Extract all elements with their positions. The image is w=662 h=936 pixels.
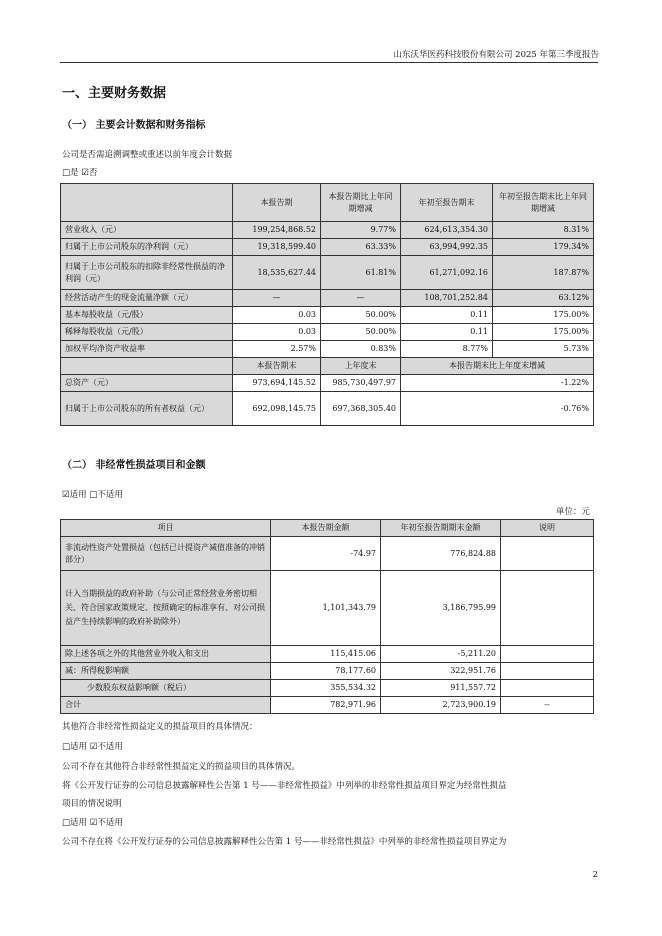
- header-cell: 项目: [61, 520, 271, 537]
- cell: -1.22%: [401, 375, 594, 392]
- applicable-status: ☑适用 □不适用: [62, 490, 123, 500]
- header-cell: 上年度末: [321, 358, 401, 375]
- table-row: [61, 324, 594, 341]
- cell: 19,318,599.40: [233, 239, 321, 256]
- cell: 1,101,343.79: [271, 571, 381, 646]
- table-row: [61, 256, 594, 290]
- subsection-title-1: （一） 主要会计数据和财务指标: [62, 120, 206, 131]
- cell: 63.12%: [493, 290, 594, 307]
- running-header: 山东沃华医药科技股份有限公司 2025 年第三季度报告: [393, 50, 599, 60]
- row-label: 非流动性资产处置损益（包括已计提资产减值准备的冲销部分）: [61, 537, 271, 571]
- row-label: 归属于上市公司股东的所有者权益（元）: [61, 392, 233, 426]
- cell: 355,534.32: [271, 680, 381, 697]
- cell: [501, 663, 594, 680]
- table-header-row: [61, 184, 594, 222]
- row-label: 稀释每股收益（元/股）: [61, 324, 233, 341]
- row-label: 合计: [61, 697, 271, 714]
- table-row: [61, 392, 594, 426]
- note-reclassify-cont: 项目的情况说明: [62, 799, 122, 809]
- table-row: [61, 222, 594, 239]
- cell: 61.81%: [321, 256, 401, 290]
- cell: 50.00%: [321, 307, 401, 324]
- cell: 0.11: [401, 324, 493, 341]
- header-cell: 本报告期金额: [271, 520, 381, 537]
- cell: -74.97: [271, 537, 381, 571]
- cell: 8.77%: [401, 341, 493, 358]
- table-row: [61, 537, 594, 571]
- note-reclassify: 将《公开发行证券的公司信息披露解释性公告第 1 号——非经常性损益》中列举的非经常性损益项目界定为经常性损益: [62, 781, 507, 791]
- header-cell: 本报告期比上年同期增减: [321, 184, 401, 222]
- cell: 0.11: [401, 307, 493, 324]
- header-cell: 说明: [501, 520, 594, 537]
- subsection-title-2: （二） 非经常性损益项目和金额: [62, 460, 206, 471]
- header-cell: 年初至报告期期末金额: [381, 520, 501, 537]
- cell: --: [501, 697, 594, 714]
- row-label: 计入当期损益的政府补助（与公司正常经营业务密切相关、符合国家政策规定、按照确定的标准享有、对公司损益产生持续影响的政府补助除外）: [61, 571, 271, 646]
- cell: 63.33%: [321, 239, 401, 256]
- cell: 2.57%: [233, 341, 321, 358]
- cell: 782,971.96: [271, 697, 381, 714]
- table-header-row: [61, 358, 594, 375]
- cell: [501, 680, 594, 697]
- table-row: [61, 307, 594, 324]
- row-label: 基本每股收益（元/股）: [61, 307, 233, 324]
- cell: 911,557.72: [381, 680, 501, 697]
- row-label: 营业收入（元）: [61, 222, 233, 239]
- cell: 115,415.06: [271, 646, 381, 663]
- cell: 322,951.76: [381, 663, 501, 680]
- row-label: 除上述各项之外的其他营业外收入和支出: [61, 646, 271, 663]
- table-header-row: [61, 520, 594, 537]
- cell: 78,177.60: [271, 663, 381, 680]
- cell: 9.77%: [321, 222, 401, 239]
- row-label: 总资产（元）: [61, 375, 233, 392]
- row-label: 少数股东权益影响额（税后）: [61, 680, 271, 697]
- cell: 0.03: [233, 324, 321, 341]
- header-cell: [61, 358, 233, 375]
- cell: 697,368,305.40: [321, 392, 401, 426]
- cell: 985,730,497.97: [321, 375, 401, 392]
- key-financial-table: [60, 183, 594, 426]
- header-cell: [61, 184, 233, 222]
- cell: 175.00%: [493, 307, 594, 324]
- cell: [501, 537, 594, 571]
- header-cell: 本报告期末: [233, 358, 321, 375]
- table-row: [61, 290, 594, 307]
- cell: 63,994,992.35: [401, 239, 493, 256]
- header-rule: [60, 62, 598, 63]
- note-reclassify-status: □适用 ☑不适用: [62, 818, 123, 828]
- cell: 0.03: [233, 307, 321, 324]
- row-label: 加权平均净资产收益率: [61, 341, 233, 358]
- table-row: [61, 239, 594, 256]
- cell: 776,824.88: [381, 537, 501, 571]
- table-row: [61, 375, 594, 392]
- cell: 18,535,627.44: [233, 256, 321, 290]
- row-label: 归属于上市公司股东的扣除非经常性损益的净利润（元）: [61, 256, 233, 290]
- row-label: 经营活动产生的现金流量净额（元）: [61, 290, 233, 307]
- cell: 50.00%: [321, 324, 401, 341]
- row-label: 归属于上市公司股东的净利润（元）: [61, 239, 233, 256]
- cell: [501, 571, 594, 646]
- header-cell: 年初至报告期末比上年同期增减: [493, 184, 594, 222]
- header-cell: 本报告期末比上年度末增减: [401, 358, 594, 375]
- header-cell: 本报告期: [233, 184, 321, 222]
- row-label: 减：所得税影响额: [61, 663, 271, 680]
- non-recurring-table: [60, 519, 594, 714]
- cell: 175.00%: [493, 324, 594, 341]
- cell: 2,723,900.19: [381, 697, 501, 714]
- restate-question: 公司是否需追溯调整或重述以前年度会计数据: [62, 150, 233, 160]
- cell: 3,186,795.99: [381, 571, 501, 646]
- cell: 973,694,145.52: [233, 375, 321, 392]
- cell: 61,271,092.16: [401, 256, 493, 290]
- table-row: [61, 646, 594, 663]
- cell: -5,211.20: [381, 646, 501, 663]
- cell: [501, 646, 594, 663]
- cell: -0.76%: [401, 392, 594, 426]
- note-other-items: 其他符合非经常性损益定义的损益项目的具体情况：: [62, 722, 258, 732]
- cell: 108,701,252.84: [401, 290, 493, 307]
- cell: —: [233, 290, 321, 307]
- table-row: [61, 341, 594, 358]
- table-row: [61, 697, 594, 714]
- note-no-other-items: 公司不存在其他符合非经常性损益定义的损益项目的具体情况。: [62, 762, 301, 772]
- cell: 692,098,145.75: [233, 392, 321, 426]
- cell: —: [321, 290, 401, 307]
- note-other-items-status: □适用 ☑不适用: [62, 742, 123, 752]
- cell: 5.73%: [493, 341, 594, 358]
- table-row: [61, 680, 594, 697]
- header-cell: 年初至报告期末: [401, 184, 493, 222]
- cell: 199,254,868.52: [233, 222, 321, 239]
- cell: 0.83%: [321, 341, 401, 358]
- unit-label: 单位：元: [555, 507, 590, 517]
- table-row: [61, 571, 594, 646]
- cell: 179.34%: [493, 239, 594, 256]
- cell: 8.31%: [493, 222, 594, 239]
- table-row: [61, 663, 594, 680]
- restate-answer: □是 ☑否: [62, 168, 98, 178]
- cell: 624,613,354.30: [401, 222, 493, 239]
- page-number: 2: [592, 870, 598, 880]
- cell: 187.87%: [493, 256, 594, 290]
- note-no-reclassify: 公司不存在将《公开发行证券的公司信息披露解释性公告第 1 号——非经常性损益》中列举的非经常性损益项目界定为: [62, 837, 507, 847]
- section-title: 一、主要财务数据: [62, 86, 167, 101]
